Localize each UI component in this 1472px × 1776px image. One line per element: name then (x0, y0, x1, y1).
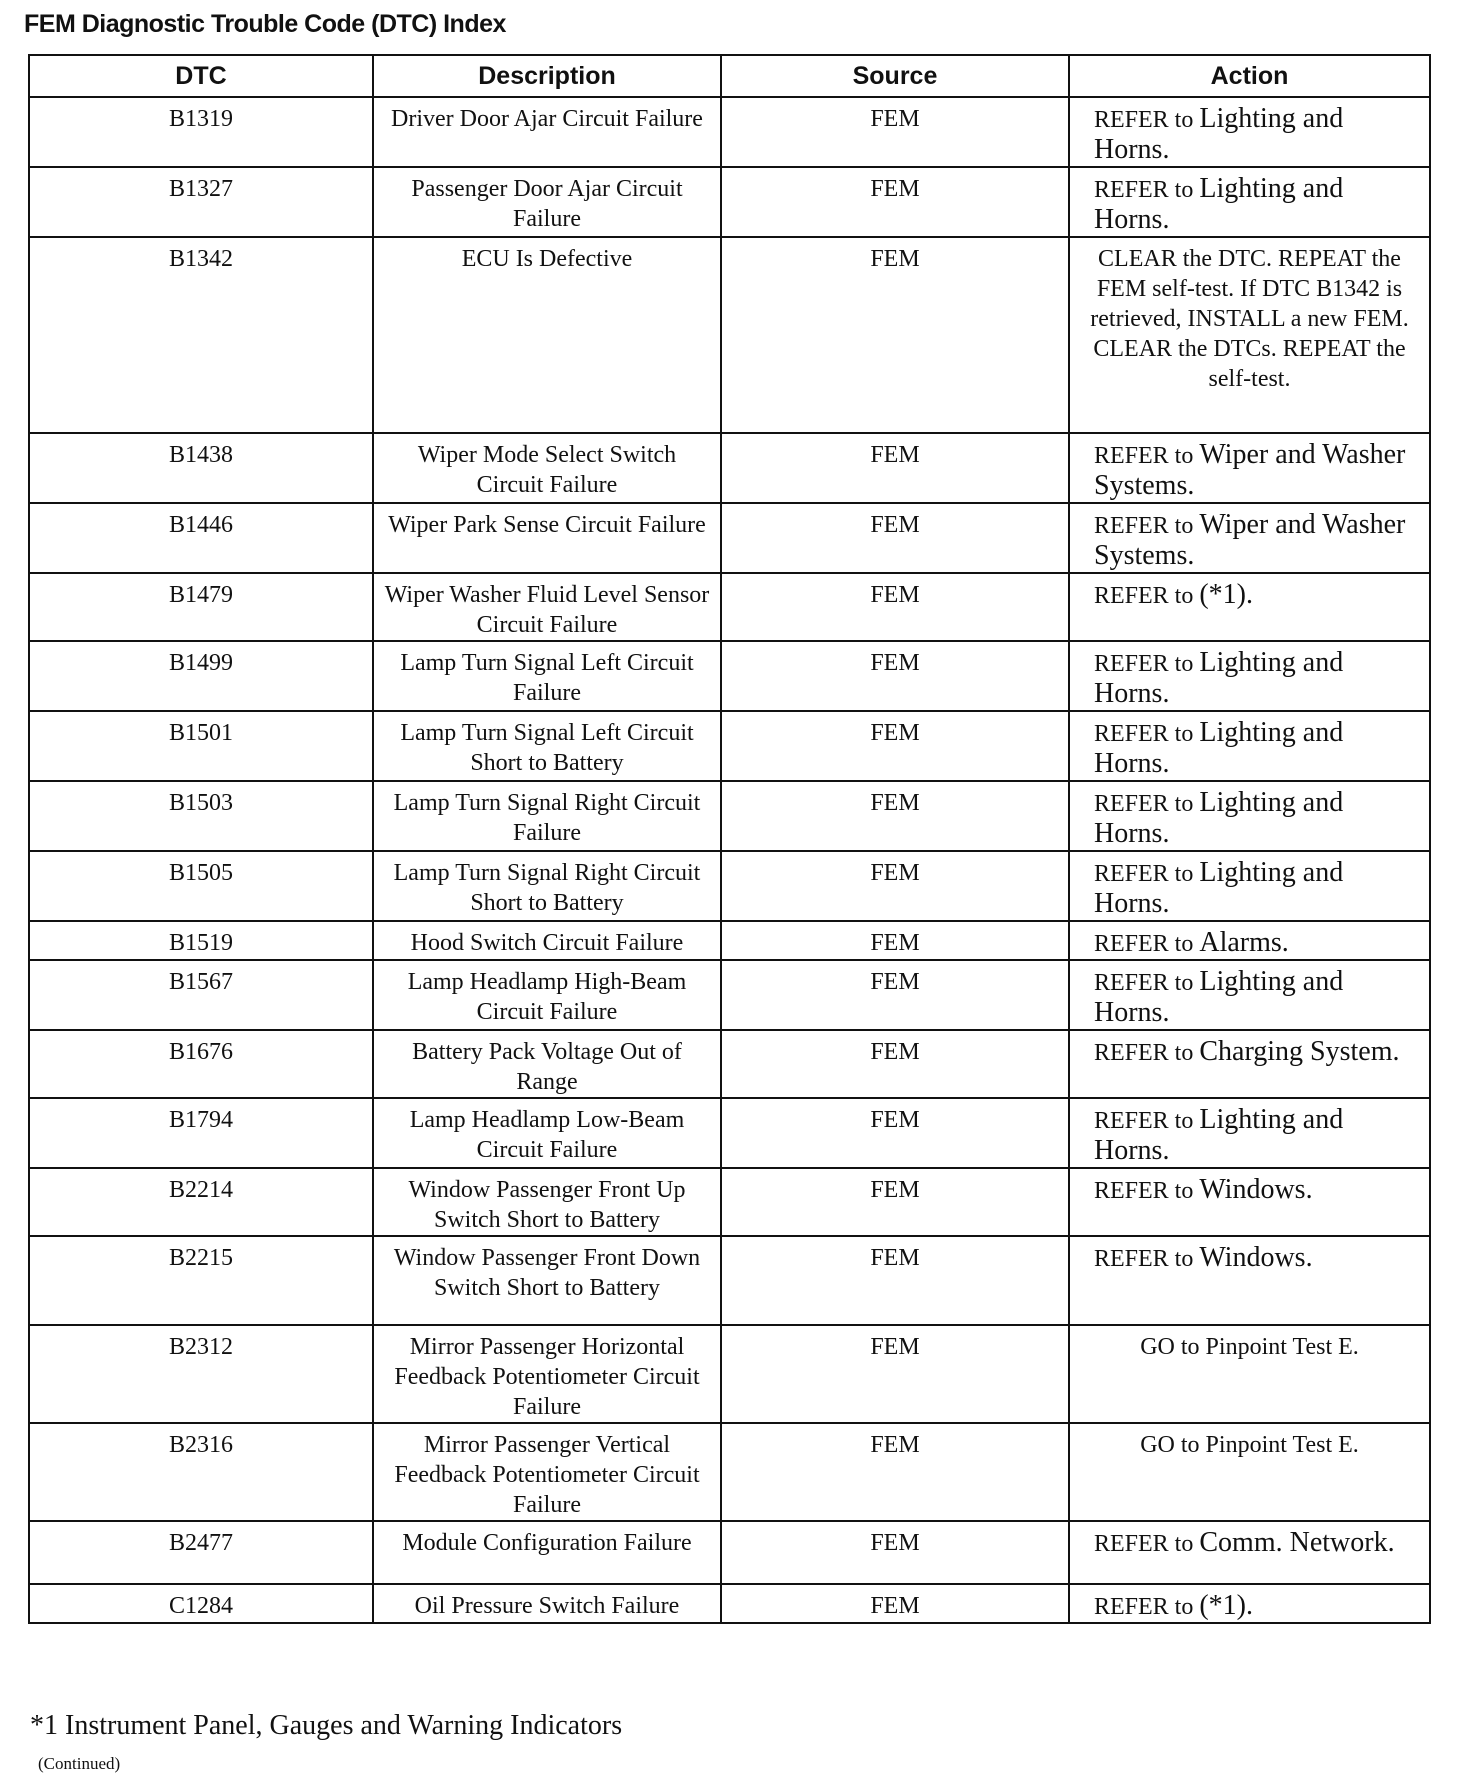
action-refer-prefix: REFER to (1094, 513, 1194, 539)
dtc-code-cell: B1567 (29, 960, 373, 1030)
action-refer-target: Charging System. (1199, 1036, 1400, 1067)
action-refer-prefix: REFER to (1094, 1178, 1194, 1204)
dtc-code-cell: B1676 (29, 1030, 373, 1098)
action-cell (1069, 711, 1430, 781)
dtc-code-cell: B2316 (29, 1423, 373, 1521)
table-row (29, 781, 1430, 851)
footnote: *1 Instrument Panel, Gauges and Warning Indicators (30, 1710, 623, 1741)
dtc-code-cell: B1479 (29, 573, 373, 641)
action-refer-target: Lighting and Horns. (1094, 857, 1344, 919)
dtc-code-cell: B1499 (29, 641, 373, 711)
description-cell: Passenger Door Ajar Circuit Failure (373, 167, 721, 237)
action-refer-prefix: REFER to (1094, 721, 1194, 747)
page-title: FEM Diagnostic Trouble Code (DTC) Index (24, 10, 506, 38)
table-row (29, 237, 1430, 433)
source-cell: FEM (721, 1325, 1069, 1423)
action-cell (1069, 1521, 1430, 1584)
source-cell: FEM (721, 1168, 1069, 1236)
action-cell (1069, 1098, 1430, 1168)
source-cell: FEM (721, 1584, 1069, 1623)
dtc-code-cell: B2312 (29, 1325, 373, 1423)
description-cell: Lamp Turn Signal Left Circuit Failure (373, 641, 721, 711)
dtc-code-cell: B1438 (29, 433, 373, 503)
action-refer-target: Lighting and Horns. (1094, 103, 1344, 165)
table-row (29, 167, 1430, 237)
description-cell: Wiper Mode Select Switch Circuit Failure (373, 433, 721, 503)
source-cell: FEM (721, 1423, 1069, 1521)
action-refer-target: Lighting and Horns. (1094, 647, 1344, 709)
source-cell: FEM (721, 711, 1069, 781)
action-refer-target: Alarms. (1199, 927, 1289, 958)
source-cell: FEM (721, 641, 1069, 711)
action-cell (1069, 1325, 1430, 1423)
table-row (29, 1236, 1430, 1325)
action-refer-target: Windows. (1199, 1174, 1313, 1205)
source-cell: FEM (721, 1521, 1069, 1584)
action-cell (1069, 237, 1430, 433)
description-cell: Window Passenger Front Up Switch Short to Battery (373, 1168, 721, 1236)
table-row (29, 641, 1430, 711)
action-refer-target: Lighting and Horns. (1094, 966, 1344, 1028)
action-refer-prefix: REFER to (1094, 177, 1194, 203)
dtc-code-cell: B1446 (29, 503, 373, 573)
action-cell (1069, 573, 1430, 641)
description-cell: Window Passenger Front Down Switch Short to Battery (373, 1236, 721, 1325)
source-cell: FEM (721, 237, 1069, 433)
description-cell: Module Configuration Failure (373, 1521, 721, 1584)
source-cell: FEM (721, 167, 1069, 237)
table-row (29, 97, 1430, 167)
action-text: GO to Pinpoint Test E. (1140, 1432, 1359, 1458)
description-cell: Oil Pressure Switch Failure (373, 1584, 721, 1623)
action-cell (1069, 960, 1430, 1030)
dtc-index-table (28, 54, 1431, 1624)
action-cell (1069, 1236, 1430, 1325)
action-refer-prefix: REFER to (1094, 791, 1194, 817)
action-refer-target: Lighting and Horns. (1094, 717, 1344, 779)
description-cell: Wiper Washer Fluid Level Sensor Circuit Failure (373, 573, 721, 641)
action-cell (1069, 1584, 1430, 1623)
action-cell (1069, 921, 1430, 960)
action-text: CLEAR the DTC. REPEAT the FEM self-test. If DTC B1342 is retrieved, INSTALL a new FEM. CLEAR the DTCs. REPEAT the self-test. (1090, 246, 1409, 392)
source-cell: FEM (721, 781, 1069, 851)
dtc-code-cell: B1505 (29, 851, 373, 921)
source-cell: FEM (721, 960, 1069, 1030)
column-header-description: Description (373, 55, 721, 97)
column-header-action: Action (1069, 55, 1430, 97)
table-body (29, 97, 1430, 1623)
action-refer-target: (*1). (1199, 1590, 1254, 1621)
description-cell: Mirror Passenger Horizontal Feedback Potentiometer Circuit Failure (373, 1325, 721, 1423)
action-refer-prefix: REFER to (1094, 1108, 1194, 1134)
dtc-code-cell: B1519 (29, 921, 373, 960)
description-cell: Lamp Turn Signal Right Circuit Failure (373, 781, 721, 851)
action-refer-target: Lighting and Horns. (1094, 1104, 1344, 1166)
table-row (29, 921, 1430, 960)
table-row (29, 1098, 1430, 1168)
source-cell: FEM (721, 97, 1069, 167)
source-cell: FEM (721, 851, 1069, 921)
table-row (29, 433, 1430, 503)
action-refer-prefix: REFER to (1094, 931, 1194, 957)
table-header-row (29, 55, 1430, 97)
action-refer-prefix: REFER to (1094, 861, 1194, 887)
action-refer-target: Lighting and Horns. (1094, 173, 1344, 235)
dtc-code-cell: B1319 (29, 97, 373, 167)
source-cell: FEM (721, 573, 1069, 641)
table-row (29, 960, 1430, 1030)
source-cell: FEM (721, 921, 1069, 960)
action-refer-target: Comm. Network. (1199, 1527, 1395, 1558)
action-refer-prefix: REFER to (1094, 1531, 1194, 1557)
dtc-code-cell: B2214 (29, 1168, 373, 1236)
action-refer-prefix: REFER to (1094, 107, 1194, 133)
action-cell (1069, 167, 1430, 237)
action-refer-prefix: REFER to (1094, 583, 1194, 609)
action-cell (1069, 781, 1430, 851)
column-header-dtc: DTC (29, 55, 373, 97)
description-cell: Mirror Passenger Vertical Feedback Potentiometer Circuit Failure (373, 1423, 721, 1521)
description-cell: Lamp Turn Signal Left Circuit Short to Battery (373, 711, 721, 781)
description-cell: Wiper Park Sense Circuit Failure (373, 503, 721, 573)
dtc-code-cell: B1503 (29, 781, 373, 851)
source-cell: FEM (721, 503, 1069, 573)
source-cell: FEM (721, 1236, 1069, 1325)
action-cell (1069, 641, 1430, 711)
description-cell: Lamp Headlamp High-Beam Circuit Failure (373, 960, 721, 1030)
description-cell: Hood Switch Circuit Failure (373, 921, 721, 960)
table-row (29, 1030, 1430, 1098)
description-cell: ECU Is Defective (373, 237, 721, 433)
action-refer-target: Wiper and Washer Systems. (1094, 509, 1406, 571)
action-cell (1069, 851, 1430, 921)
action-cell (1069, 1423, 1430, 1521)
action-cell (1069, 503, 1430, 573)
table-row (29, 573, 1430, 641)
dtc-code-cell: C1284 (29, 1584, 373, 1623)
description-cell: Lamp Turn Signal Right Circuit Short to Battery (373, 851, 721, 921)
source-cell: FEM (721, 433, 1069, 503)
table-row (29, 503, 1430, 573)
description-cell: Lamp Headlamp Low-Beam Circuit Failure (373, 1098, 721, 1168)
continued-note: (Continued) (38, 1754, 121, 1773)
action-refer-target: (*1). (1199, 579, 1254, 610)
action-cell (1069, 1030, 1430, 1098)
dtc-code-cell: B2215 (29, 1236, 373, 1325)
dtc-code-cell: B1327 (29, 167, 373, 237)
action-text: GO to Pinpoint Test E. (1140, 1334, 1359, 1360)
action-refer-target: Windows. (1199, 1242, 1313, 1273)
action-refer-prefix: REFER to (1094, 651, 1194, 677)
action-cell (1069, 433, 1430, 503)
column-header-source: Source (721, 55, 1069, 97)
action-refer-prefix: REFER to (1094, 1040, 1194, 1066)
action-refer-target: Wiper and Washer Systems. (1094, 439, 1406, 501)
description-cell: Driver Door Ajar Circuit Failure (373, 97, 721, 167)
source-cell: FEM (721, 1098, 1069, 1168)
table-row (29, 851, 1430, 921)
description-cell: Battery Pack Voltage Out of Range (373, 1030, 721, 1098)
table-row (29, 1325, 1430, 1423)
dtc-code-cell: B1794 (29, 1098, 373, 1168)
table-row (29, 1584, 1430, 1623)
dtc-code-cell: B2477 (29, 1521, 373, 1584)
action-refer-prefix: REFER to (1094, 443, 1194, 469)
table-row (29, 1521, 1430, 1584)
table-row (29, 711, 1430, 781)
action-refer-prefix: REFER to (1094, 1594, 1194, 1620)
action-cell (1069, 97, 1430, 167)
dtc-code-cell: B1342 (29, 237, 373, 433)
dtc-code-cell: B1501 (29, 711, 373, 781)
action-refer-prefix: REFER to (1094, 1246, 1194, 1272)
action-refer-target: Lighting and Horns. (1094, 787, 1344, 849)
action-refer-prefix: REFER to (1094, 970, 1194, 996)
action-cell (1069, 1168, 1430, 1236)
table-row (29, 1423, 1430, 1521)
table-row (29, 1168, 1430, 1236)
source-cell: FEM (721, 1030, 1069, 1098)
